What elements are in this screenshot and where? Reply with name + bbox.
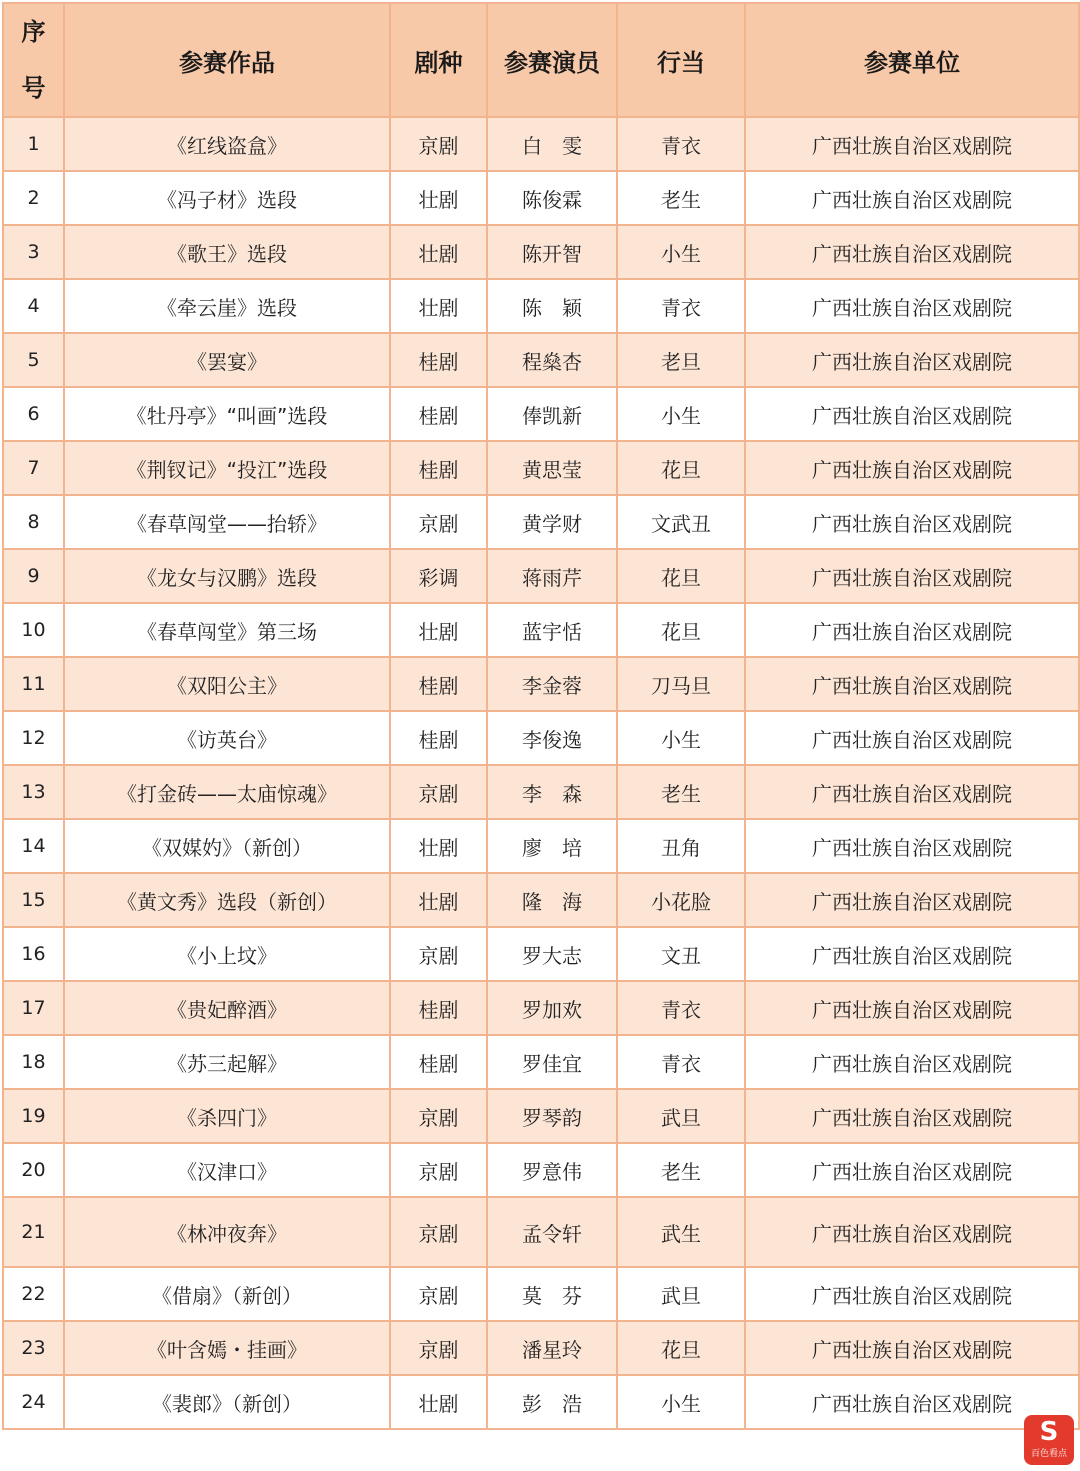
cell-no: 1 — [3, 117, 64, 171]
cell-no: 23 — [3, 1321, 64, 1375]
cell-actor: 程燊杏 — [487, 333, 617, 387]
cell-unit: 广西壮族自治区戏剧院 — [745, 1197, 1079, 1267]
cell-work: 《贵妃醉酒》 — [64, 981, 390, 1035]
cell-actor: 孟令轩 — [487, 1197, 617, 1267]
cell-no: 5 — [3, 333, 64, 387]
cell-role: 老生 — [617, 171, 745, 225]
cell-no: 21 — [3, 1197, 64, 1267]
cell-work: 《罢宴》 — [64, 333, 390, 387]
cell-work: 《杀四门》 — [64, 1089, 390, 1143]
cell-actor: 黄学财 — [487, 495, 617, 549]
cell-role: 花旦 — [617, 441, 745, 495]
cell-unit: 广西壮族自治区戏剧院 — [745, 441, 1079, 495]
cell-unit: 广西壮族自治区戏剧院 — [745, 873, 1079, 927]
table-row — [3, 333, 1079, 387]
cell-unit: 广西壮族自治区戏剧院 — [745, 279, 1079, 333]
cell-unit: 广西壮族自治区戏剧院 — [745, 765, 1079, 819]
cell-actor: 罗意伟 — [487, 1143, 617, 1197]
cell-role: 武旦 — [617, 1267, 745, 1321]
cell-work: 《红线盗盒》 — [64, 117, 390, 171]
cell-work: 《黄文秀》选段（新创） — [64, 873, 390, 927]
cell-role: 小生 — [617, 711, 745, 765]
table-row — [3, 225, 1079, 279]
table-row — [3, 657, 1079, 711]
cell-work: 《牵云崖》选段 — [64, 279, 390, 333]
cell-genre: 京剧 — [390, 1267, 487, 1321]
cell-actor: 陈 颖 — [487, 279, 617, 333]
cell-actor: 潘星玲 — [487, 1321, 617, 1375]
cell-unit: 广西壮族自治区戏剧院 — [745, 495, 1079, 549]
cell-work: 《小上坟》 — [64, 927, 390, 981]
cell-unit: 广西壮族自治区戏剧院 — [745, 1375, 1079, 1429]
cell-work: 《双媒妁》（新创） — [64, 819, 390, 873]
cell-work: 《裴郎》（新创） — [64, 1375, 390, 1429]
table-row — [3, 927, 1079, 981]
cell-no: 9 — [3, 549, 64, 603]
cell-genre: 桂剧 — [390, 1035, 487, 1089]
header-row — [3, 3, 1079, 117]
table-body — [3, 117, 1079, 1429]
cell-work: 《春草闯堂》第三场 — [64, 603, 390, 657]
cell-unit: 广西壮族自治区戏剧院 — [745, 549, 1079, 603]
cell-genre: 壮剧 — [390, 1375, 487, 1429]
cell-role: 青衣 — [617, 981, 745, 1035]
cell-actor: 陈俊霖 — [487, 171, 617, 225]
table-header — [3, 3, 1079, 117]
cell-role: 刀马旦 — [617, 657, 745, 711]
cell-role: 老生 — [617, 1143, 745, 1197]
table-row — [3, 981, 1079, 1035]
cell-role: 文丑 — [617, 927, 745, 981]
cell-role: 小生 — [617, 1375, 745, 1429]
cell-role: 花旦 — [617, 603, 745, 657]
cell-unit: 广西壮族自治区戏剧院 — [745, 387, 1079, 441]
cell-genre: 桂剧 — [390, 441, 487, 495]
cell-no: 4 — [3, 279, 64, 333]
cell-unit: 广西壮族自治区戏剧院 — [745, 333, 1079, 387]
cell-no: 19 — [3, 1089, 64, 1143]
cell-work: 《牡丹亭》“叫画”选段 — [64, 387, 390, 441]
cell-genre: 桂剧 — [390, 657, 487, 711]
header-seq — [3, 3, 64, 117]
cell-actor: 罗佳宜 — [487, 1035, 617, 1089]
cell-role: 丑角 — [617, 819, 745, 873]
cell-work: 《歌王》选段 — [64, 225, 390, 279]
table-row — [3, 873, 1079, 927]
table-row — [3, 171, 1079, 225]
logo-icon: S — [1039, 1417, 1059, 1447]
table-row — [3, 495, 1079, 549]
cell-role: 青衣 — [617, 279, 745, 333]
cell-actor: 李 森 — [487, 765, 617, 819]
contestant-table — [2, 2, 1080, 1430]
cell-unit: 广西壮族自治区戏剧院 — [745, 1321, 1079, 1375]
cell-unit: 广西壮族自治区戏剧院 — [745, 657, 1079, 711]
cell-actor: 李金蓉 — [487, 657, 617, 711]
cell-actor: 白 雯 — [487, 117, 617, 171]
cell-work: 《打金砖——太庙惊魂》 — [64, 765, 390, 819]
cell-genre: 彩调 — [390, 549, 487, 603]
cell-actor: 彭 浩 — [487, 1375, 617, 1429]
cell-genre: 京剧 — [390, 1321, 487, 1375]
cell-genre: 京剧 — [390, 1089, 487, 1143]
table-row — [3, 1035, 1079, 1089]
header-unit: 参赛单位 — [745, 3, 1079, 117]
cell-unit: 广西壮族自治区戏剧院 — [745, 819, 1079, 873]
cell-genre: 桂剧 — [390, 333, 487, 387]
cell-work: 《叶含嫣・挂画》 — [64, 1321, 390, 1375]
cell-role: 武旦 — [617, 1089, 745, 1143]
cell-unit: 广西壮族自治区戏剧院 — [745, 981, 1079, 1035]
cell-role: 小花脸 — [617, 873, 745, 927]
cell-role: 老生 — [617, 765, 745, 819]
cell-work: 《访英台》 — [64, 711, 390, 765]
cell-genre: 壮剧 — [390, 819, 487, 873]
cell-no: 10 — [3, 603, 64, 657]
cell-no: 13 — [3, 765, 64, 819]
cell-actor: 陈开智 — [487, 225, 617, 279]
cell-genre: 壮剧 — [390, 171, 487, 225]
cell-unit: 广西壮族自治区戏剧院 — [745, 1035, 1079, 1089]
cell-actor: 李俊逸 — [487, 711, 617, 765]
cell-actor: 黄思莹 — [487, 441, 617, 495]
header-genre: 剧种 — [390, 3, 487, 117]
cell-work: 《龙女与汉鹏》选段 — [64, 549, 390, 603]
cell-no: 2 — [3, 171, 64, 225]
table-row — [3, 1267, 1079, 1321]
cell-work: 《借扇》（新创） — [64, 1267, 390, 1321]
cell-genre: 桂剧 — [390, 981, 487, 1035]
cell-actor: 隆 海 — [487, 873, 617, 927]
table-row — [3, 711, 1079, 765]
table-row — [3, 1143, 1079, 1197]
cell-no: 17 — [3, 981, 64, 1035]
cell-work: 《苏三起解》 — [64, 1035, 390, 1089]
cell-unit: 广西壮族自治区戏剧院 — [745, 1143, 1079, 1197]
cell-actor: 蓝宇恬 — [487, 603, 617, 657]
cell-role: 小生 — [617, 225, 745, 279]
table-row — [3, 549, 1079, 603]
cell-genre: 壮剧 — [390, 603, 487, 657]
cell-role: 文武丑 — [617, 495, 745, 549]
cell-unit: 广西壮族自治区戏剧院 — [745, 603, 1079, 657]
cell-unit: 广西壮族自治区戏剧院 — [745, 927, 1079, 981]
header-seq-text: 序号 — [21, 18, 46, 102]
cell-role: 青衣 — [617, 1035, 745, 1089]
table-row — [3, 1375, 1079, 1429]
cell-actor: 罗加欢 — [487, 981, 617, 1035]
cell-unit: 广西壮族自治区戏剧院 — [745, 117, 1079, 171]
cell-no: 7 — [3, 441, 64, 495]
cell-actor: 罗大志 — [487, 927, 617, 981]
header-work: 参赛作品 — [64, 3, 390, 117]
cell-no: 18 — [3, 1035, 64, 1089]
table-row — [3, 603, 1079, 657]
cell-no: 8 — [3, 495, 64, 549]
watermark-logo — [1024, 1415, 1074, 1465]
cell-no: 12 — [3, 711, 64, 765]
cell-no: 6 — [3, 387, 64, 441]
cell-unit: 广西壮族自治区戏剧院 — [745, 1089, 1079, 1143]
cell-genre: 壮剧 — [390, 225, 487, 279]
cell-work: 《荆钗记》“投江”选段 — [64, 441, 390, 495]
cell-no: 15 — [3, 873, 64, 927]
cell-genre: 桂剧 — [390, 387, 487, 441]
cell-no: 22 — [3, 1267, 64, 1321]
cell-genre: 京剧 — [390, 1143, 487, 1197]
cell-no: 14 — [3, 819, 64, 873]
table-row — [3, 1321, 1079, 1375]
cell-genre: 桂剧 — [390, 711, 487, 765]
cell-actor: 廖 培 — [487, 819, 617, 873]
cell-work: 《汉津口》 — [64, 1143, 390, 1197]
cell-no: 16 — [3, 927, 64, 981]
cell-actor: 俸凯新 — [487, 387, 617, 441]
cell-work: 《双阳公主》 — [64, 657, 390, 711]
cell-work: 《冯子材》选段 — [64, 171, 390, 225]
cell-genre: 京剧 — [390, 1197, 487, 1267]
cell-genre: 京剧 — [390, 765, 487, 819]
cell-unit: 广西壮族自治区戏剧院 — [745, 225, 1079, 279]
table-row — [3, 387, 1079, 441]
cell-unit: 广西壮族自治区戏剧院 — [745, 711, 1079, 765]
cell-role: 武生 — [617, 1197, 745, 1267]
cell-genre: 京剧 — [390, 927, 487, 981]
table-row — [3, 441, 1079, 495]
cell-unit: 广西壮族自治区戏剧院 — [745, 1267, 1079, 1321]
cell-genre: 京剧 — [390, 117, 487, 171]
cell-actor: 蒋雨芹 — [487, 549, 617, 603]
table-row — [3, 117, 1079, 171]
cell-no: 20 — [3, 1143, 64, 1197]
cell-work: 《春草闯堂——抬轿》 — [64, 495, 390, 549]
cell-actor: 罗琴韵 — [487, 1089, 617, 1143]
cell-role: 花旦 — [617, 1321, 745, 1375]
cell-unit: 广西壮族自治区戏剧院 — [745, 171, 1079, 225]
header-role: 行当 — [617, 3, 745, 117]
table-row — [3, 279, 1079, 333]
table-row — [3, 819, 1079, 873]
cell-role: 青衣 — [617, 117, 745, 171]
table-row — [3, 765, 1079, 819]
cell-role: 老旦 — [617, 333, 745, 387]
cell-genre: 壮剧 — [390, 279, 487, 333]
cell-role: 小生 — [617, 387, 745, 441]
logo-text: 百色看点 — [1030, 1449, 1067, 1459]
cell-no: 3 — [3, 225, 64, 279]
header-actor: 参赛演员 — [487, 3, 617, 117]
cell-work: 《林冲夜奔》 — [64, 1197, 390, 1267]
cell-no: 24 — [3, 1375, 64, 1429]
cell-genre: 京剧 — [390, 495, 487, 549]
cell-no: 11 — [3, 657, 64, 711]
cell-actor: 莫 芬 — [487, 1267, 617, 1321]
cell-genre: 壮剧 — [390, 873, 487, 927]
table-row — [3, 1089, 1079, 1143]
table-row — [3, 1197, 1079, 1267]
cell-role: 花旦 — [617, 549, 745, 603]
